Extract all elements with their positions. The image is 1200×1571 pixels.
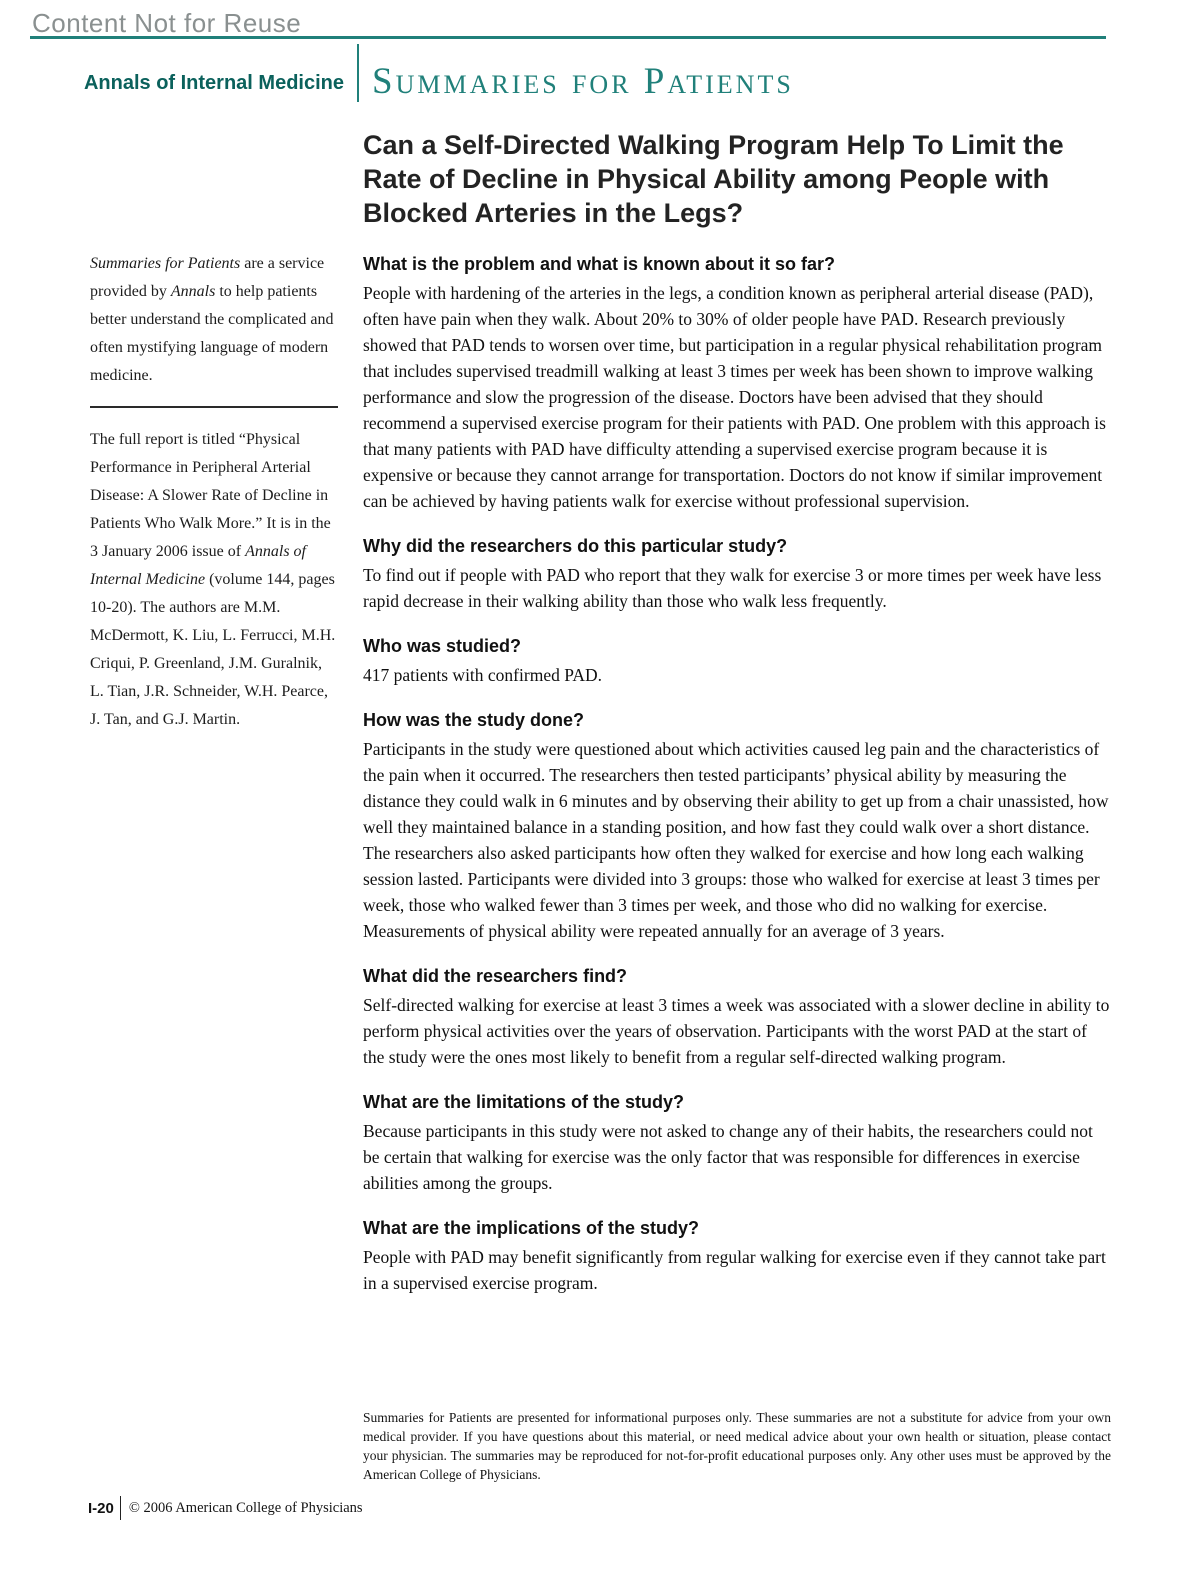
page-footer <box>88 1496 363 1520</box>
footer-divider <box>120 1496 121 1520</box>
section-body-who: 417 patients with confirmed PAD. <box>363 665 602 685</box>
sidebar-about-tail: to help patients better understand the complicated and often mystifying language of modern medicine. <box>90 283 334 384</box>
page-number: I-20 <box>88 1499 114 1517</box>
sidebar-about-lead: Summaries for Patients <box>90 255 241 272</box>
report-note-journal: Annals of Internal Medicine <box>90 543 306 588</box>
section-body-findings: Self-directed walking for exercise at least 3 times a week was associated with a slower decline in ability to perform physical activities over the years of observation. Participants with the worst PAD at the start of the study were the ones most likely to benefit from a regular self-directed walking program. <box>363 995 1110 1067</box>
sidebar-about <box>90 250 338 390</box>
section-how <box>363 710 1111 944</box>
sidebar-divider <box>90 406 338 408</box>
footer-disclaimer: Summaries for Patients are presented for informational purposes only. These summaries are not a substitute for advice from your own medical provider. If you have questions about this material, or need medical advice about your own health or situation, please contact your physician. The summaries may be reproduced for not-for-profit educational purposes only. Any other uses must be approved by the American College of Physicians. <box>363 1410 1111 1482</box>
article-title: Can a Self-Directed Walking Program Help To Limit the Rate of Decline in Physical Ability among People with Blocked Arteries in the Legs? <box>363 130 1064 228</box>
watermark-text: Content Not for Reuse <box>32 8 302 38</box>
section-findings <box>363 966 1111 1070</box>
section-heading-implications: What are the implications of the study? <box>363 1218 700 1238</box>
journal-brand: Annals of Internal Medicine <box>83 72 344 94</box>
header-divider <box>357 44 359 102</box>
sidebar-about-mid: are a service provided by <box>90 255 325 300</box>
section-limitations <box>363 1092 1111 1196</box>
section-body-limitations: Because participants in this study were not asked to change any of their habits, the researchers could not be certain that walking for exercise was the only factor that was responsible for differences in exercise abilities among the groups. <box>363 1121 1093 1193</box>
section-body-why: To find out if people with PAD who report that they walk for exercise 3 or more times per week have less rapid decrease in their walking ability than those who walk less frequently. <box>363 565 1102 611</box>
main-column <box>363 128 1111 1296</box>
section-heading-problem: What is the problem and what is known about it so far? <box>363 254 836 274</box>
section-heading-who: Who was studied? <box>363 636 522 656</box>
report-note-part2: (volume 144, pages 10-20). The authors are M.M. McDermott, K. Liu, L. Ferrucci, M.H. Criqui, P. Greenland, J.M. Guralnik, L. Tian, J.R. Schneider, W.H. Pearce, J. Tan, and G.J. Martin. <box>90 571 336 728</box>
sidebar <box>90 250 338 734</box>
section-who <box>363 636 1111 688</box>
copyright-text: © 2006 American College of Physicians <box>128 1499 363 1516</box>
masthead-title: Summaries for Patients <box>372 61 794 102</box>
sidebar-report-note <box>90 426 338 734</box>
section-problem <box>363 254 1111 514</box>
report-note-part1: The full report is titled “Physical Performance in Peripheral Arterial Disease: A Slower Rate of Decline in Patients Who Walk More.” It is in the 3 January 2006 issue of <box>90 431 331 560</box>
section-implications <box>363 1218 1111 1296</box>
section-body-problem: People with hardening of the arteries in the legs, a condition known as peripheral arterial disease (PAD), often have pain when they walk. About 20% to 30% of older people have PAD. Research previously showed that PAD tends to worsen over time, but participation in a regular physical rehabilitation program that includes supervised treadmill walking at least 3 times per week has been shown to improve walking performance and slow the progression of the disease. Doctors have been advised that they should recommend a supervised exercise program for their patients with PAD. One problem with this approach is that many patients with PAD have difficulty attending a supervised exercise program because it is expensive or because they cannot arrange for transportation. Doctors do not know if similar improvement can be achieved by having patients walk for exercise without professional supervision. <box>363 283 1106 511</box>
sidebar-about-annals: Annals <box>170 283 216 300</box>
section-body-implications: People with PAD may benefit significantly from regular walking for exercise even if they cannot take part in a supervised exercise program. <box>363 1247 1106 1293</box>
section-heading-why: Why did the researchers do this particular study? <box>363 536 788 556</box>
section-why <box>363 536 1111 614</box>
section-body-how: Participants in the study were questioned about which activities caused leg pain and the characteristics of the pain when it occurred. The researchers then tested participants’ physical ability by measuring the distance they could walk in 6 minutes and by observing their ability to get up from a chair unassisted, how well they maintained balance in a standing position, and how fast they could walk over a short distance. The researchers also asked participants how often they walked for exercise and how long each walking session lasted. Participants were divided into 3 groups: those who walked for exercise at least 3 times per week, those who walked fewer than 3 times per week, and those who did no walking for exercise. Measurements of physical ability were repeated annually for an average of 3 years. <box>363 739 1109 941</box>
section-heading-limitations: What are the limitations of the study? <box>363 1092 685 1112</box>
section-heading-how: How was the study done? <box>363 710 585 730</box>
section-heading-findings: What did the researchers find? <box>363 966 628 986</box>
